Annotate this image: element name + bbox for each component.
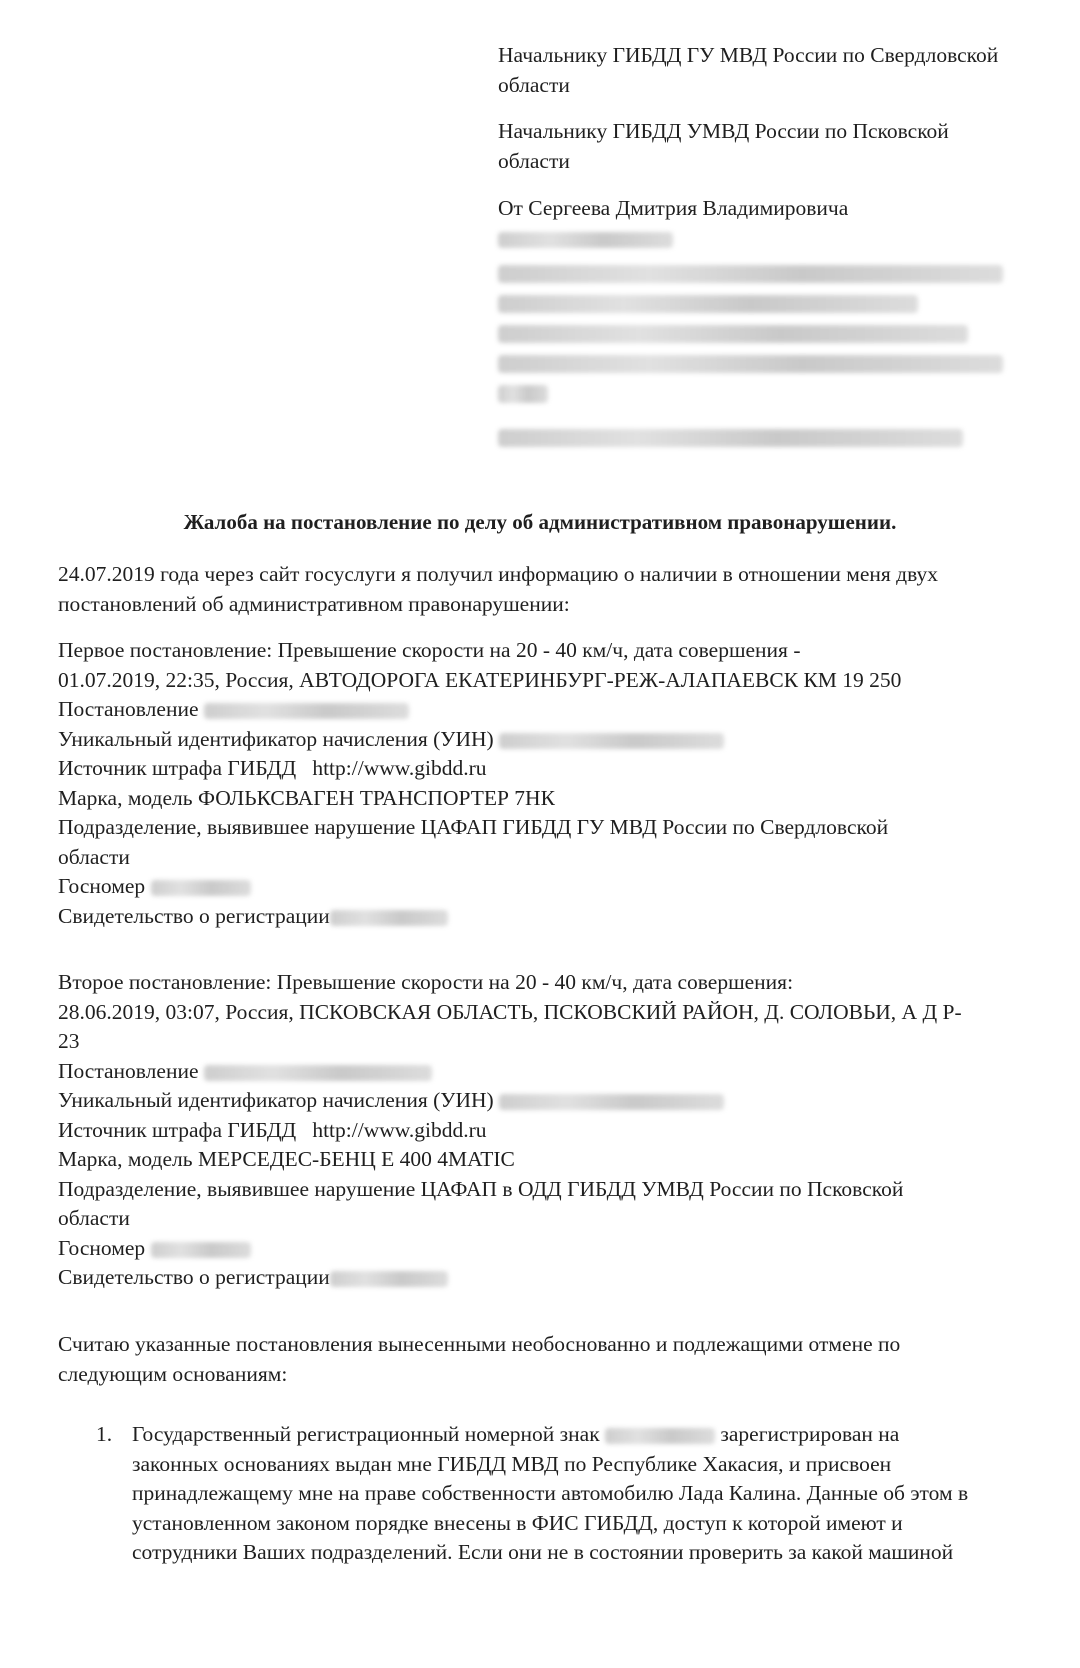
sender-block — [498, 193, 1018, 459]
redacted-value — [499, 1094, 724, 1110]
source-url: http://www.gibdd.ru — [312, 756, 487, 780]
redacted-text — [498, 355, 1003, 373]
redacted-text — [498, 385, 548, 403]
field-label: Свидетельство о регистрации — [58, 1265, 330, 1289]
text-line — [132, 1420, 1026, 1450]
uin-row — [58, 1086, 1028, 1116]
field-label: Постановление — [58, 1058, 199, 1083]
redacted-value — [151, 880, 251, 896]
field-label: Уникальный идентификатор начисления (УИН) — [58, 1088, 494, 1112]
text-line: области — [58, 1206, 130, 1230]
redacted-value — [204, 703, 409, 719]
text-line: следующим основаниям: — [58, 1361, 288, 1386]
text-line: Считаю указанные постановления вынесенными необоснованно и подлежащими отмене по — [58, 1332, 901, 1356]
source-row — [58, 754, 1028, 784]
text-line: Второе постановление: Превышение скорости на 20 - 40 км/ч, дата совершения: — [58, 970, 794, 994]
intro-paragraph — [58, 560, 1028, 619]
redacted-text — [498, 325, 968, 343]
text-line: установленном законом порядке внесены в ФИС ГИБДД, доступ к которой имеют и — [132, 1510, 903, 1535]
text-line: законных основаниях выдан мне ГИБДД МВД по Республике Хакасия, и присвоен — [132, 1451, 892, 1476]
list-number: 1. — [96, 1422, 113, 1446]
resolution-number-row — [58, 695, 1028, 725]
text-line: 01.07.2019, 22:35, Россия, АВТОДОРОГА ЕКАТЕРИНБУРГ-РЕЖ-АЛАПАЕВСК КМ 19 250 — [58, 667, 902, 692]
text-line: принадлежащему мне на праве собственности автомобилю Лада Калина. Данные об этом в — [132, 1481, 969, 1505]
redacted-value — [605, 1428, 715, 1444]
addressee-1: Начальнику ГИБДД ГУ МВД России по Свердловской области — [498, 43, 999, 97]
certificate-row — [58, 902, 1028, 932]
text-line: 24.07.2019 года через сайт госуслуги я получил информацию о наличии в отношении меня двух — [58, 562, 939, 586]
redacted-value — [499, 733, 724, 749]
field-label: Госномер — [58, 1235, 146, 1260]
redacted-text — [498, 232, 673, 248]
redacted-value — [204, 1065, 432, 1081]
field-label: Уникальный идентификатор начисления (УИН) — [58, 726, 494, 751]
conclusion-paragraph — [58, 1330, 1028, 1389]
redacted-text — [498, 295, 918, 313]
text-line: Подразделение, выявившее нарушение ЦАФАП в ОДД ГИБДД УМВД России по Псковской — [58, 1176, 904, 1201]
second-resolution — [58, 968, 1028, 1293]
redacted-value — [330, 910, 448, 926]
certificate-row — [58, 1263, 1028, 1293]
field-label: Источник штрафа ГИБДД — [58, 756, 297, 780]
text-line: сотрудники Ваших подразделений. Если они не в состоянии проверить за какой машиной — [132, 1540, 954, 1564]
source-row — [58, 1116, 1028, 1146]
resolution-number-row — [58, 1057, 1028, 1087]
field-label: Источник штрафа ГИБДД — [58, 1117, 297, 1142]
list-item-text — [132, 1420, 1026, 1568]
redacted-value — [330, 1271, 448, 1287]
field-label: Госномер — [58, 874, 146, 898]
text-line: Первое постановление: Превышение скорости на 20 - 40 км/ч, дата совершения - — [58, 638, 801, 662]
document-title: Жалоба на постановление по делу об административном правонарушении. — [183, 510, 897, 534]
field-label: Постановление — [58, 697, 199, 721]
redacted-text — [498, 265, 1003, 283]
text-line: области — [58, 844, 130, 869]
first-resolution — [58, 636, 1028, 931]
text-line: постановлений об административном правонарушении: — [58, 591, 570, 616]
source-url: http://www.gibdd.ru — [312, 1117, 487, 1142]
text-fragment: зарегистрирован на — [720, 1422, 900, 1446]
text-line: 28.06.2019, 03:07, Россия, ПСКОВСКАЯ ОБЛАСТЬ, ПСКОВСКИЙ РАЙОН, Д. СОЛОВЬИ, А Д Р- — [58, 999, 962, 1024]
plate-row — [58, 872, 1028, 902]
text-fragment: Государственный регистрационный номерной знак — [132, 1422, 600, 1446]
text-line: 23 — [58, 1029, 80, 1053]
uin-row — [58, 725, 1028, 755]
text-line: Подразделение, выявившее нарушение ЦАФАП ГИБДД ГУ МВД России по Свердловской — [58, 815, 889, 839]
addressee-2: Начальнику ГИБДД УМВД России по Псковской области — [498, 119, 949, 173]
text-line: Марка, модель МЕРСЕДЕС-БЕНЦ E 400 4MATIC — [58, 1147, 515, 1171]
text-line: Марка, модель ФОЛЬКСВАГЕН ТРАНСПОРТЕР 7НК — [58, 785, 555, 810]
sender-name: От Сергеева Дмитрия Владимировича — [498, 196, 849, 220]
redacted-contact — [498, 429, 963, 447]
field-label: Свидетельство о регистрации — [58, 903, 330, 928]
redacted-value — [151, 1242, 251, 1258]
plate-row — [58, 1234, 1028, 1264]
